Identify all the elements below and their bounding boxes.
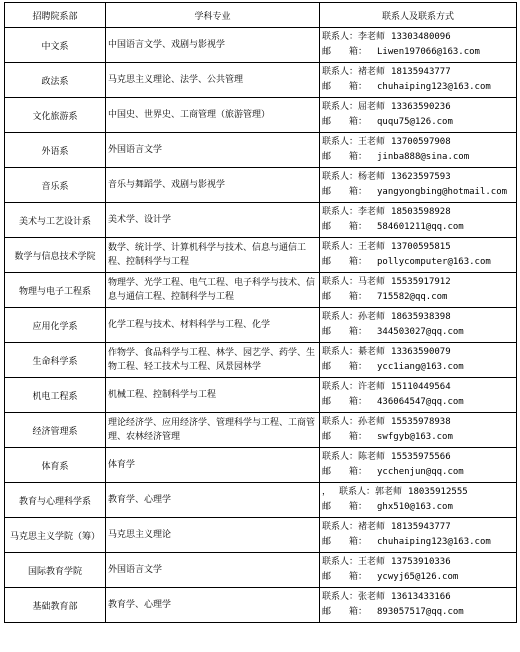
contact-person-name: 王老师 — [358, 557, 386, 567]
contact-email[interactable]: ycwyj65@126.com — [377, 572, 459, 582]
contact-person-line — [322, 65, 514, 80]
table-row — [5, 273, 517, 308]
contact-cell — [320, 203, 517, 238]
contact-label: 联系人： — [322, 452, 359, 462]
contact-phone: 13363590079 — [391, 347, 451, 357]
table-row — [5, 378, 517, 413]
contact-cell — [320, 588, 517, 623]
header-contact: 联系人及联系方式 — [320, 3, 517, 28]
department-cell: 马克思主义学院（筹） — [5, 518, 106, 553]
department-cell: 中文系 — [5, 28, 106, 63]
email-label: 邮 箱： — [322, 222, 368, 232]
contact-email-line — [322, 570, 514, 585]
contact-email-line — [322, 535, 514, 550]
contact-person-line — [322, 135, 514, 150]
major-cell: 马克思主义理论 — [106, 518, 320, 553]
contact-phone: 15110449564 — [391, 382, 451, 392]
table-row — [5, 133, 517, 168]
contact-label: 联系人： — [322, 32, 359, 42]
header-major: 学科专业 — [106, 3, 320, 28]
email-label: 邮 箱： — [322, 362, 368, 372]
contact-email[interactable]: chuhaiping123@163.com — [377, 82, 491, 92]
department-cell: 数学与信息技术学院 — [5, 238, 106, 273]
contact-email-line — [322, 220, 514, 235]
major-cell: 体育学 — [106, 448, 320, 483]
contact-email[interactable]: ghx510@163.com — [377, 502, 453, 512]
contact-email[interactable]: ququ75@126.com — [377, 117, 453, 127]
table-row — [5, 518, 517, 553]
contact-email[interactable]: 436064547@qq.com — [377, 397, 464, 407]
contact-email-line — [322, 115, 514, 130]
contact-email-line — [322, 150, 514, 165]
contact-person-line — [322, 450, 514, 465]
contact-cell — [320, 518, 517, 553]
header-department: 招聘院系部 — [5, 3, 106, 28]
table-body — [5, 28, 517, 623]
contact-cell — [320, 483, 517, 518]
contact-phone: 13303480096 — [391, 32, 451, 42]
major-cell: 马克思主义理论、法学、公共管理 — [106, 63, 320, 98]
contact-label: 联系人： — [322, 417, 359, 427]
department-cell: 音乐系 — [5, 168, 106, 203]
contact-email[interactable]: 344503027@qq.com — [377, 327, 464, 337]
contact-cell — [320, 168, 517, 203]
contact-email-line — [322, 290, 514, 305]
contact-phone: 18503598928 — [391, 207, 451, 217]
department-cell: 国际教育学院 — [5, 553, 106, 588]
table-row — [5, 588, 517, 623]
contact-person-name: 屈老师 — [358, 102, 386, 112]
contact-cell — [320, 133, 517, 168]
department-cell: 政法系 — [5, 63, 106, 98]
major-cell: 中国语言文学、戏剧与影视学 — [106, 28, 320, 63]
contact-phone: 18135943777 — [391, 522, 451, 532]
email-label: 邮 箱： — [322, 537, 368, 547]
major-cell: 中国史、世界史、工商管理（旅游管理） — [106, 98, 320, 133]
contact-phone: 13613433166 — [391, 592, 451, 602]
contact-cell — [320, 308, 517, 343]
contact-person-name: 王老师 — [358, 242, 386, 252]
department-cell: 体育系 — [5, 448, 106, 483]
contact-person-name: 綦老师 — [358, 347, 386, 357]
email-label: 邮 箱： — [322, 397, 368, 407]
table-row — [5, 203, 517, 238]
contact-cell — [320, 98, 517, 133]
contact-email[interactable]: ycc1iang@163.com — [377, 362, 464, 372]
contact-email-line — [322, 430, 514, 445]
contact-person-line — [322, 520, 514, 535]
contact-person-line — [322, 170, 514, 185]
contact-person-line — [322, 415, 514, 430]
contact-phone: 13623597593 — [391, 172, 451, 182]
contact-person-line — [322, 275, 514, 290]
leading-punctuation: ， — [322, 487, 332, 497]
department-cell: 生命科学系 — [5, 343, 106, 378]
email-label: 邮 箱： — [322, 432, 368, 442]
contact-label: 联系人： — [322, 137, 359, 147]
table-row — [5, 413, 517, 448]
contact-email-line — [322, 605, 514, 620]
contact-person-line — [322, 590, 514, 605]
contact-person-line — [322, 345, 514, 360]
contact-person-line — [322, 310, 514, 325]
email-label: 邮 箱： — [322, 117, 368, 127]
contact-person-name: 褚老师 — [358, 67, 386, 77]
contact-phone: 18035912555 — [408, 487, 468, 497]
contact-label: 联系人： — [322, 207, 359, 217]
contact-label: 联系人： — [322, 172, 359, 182]
email-label: 邮 箱： — [322, 152, 368, 162]
contact-cell — [320, 28, 517, 63]
recruitment-table — [4, 2, 517, 623]
email-label: 邮 箱： — [322, 292, 368, 302]
contact-cell — [320, 378, 517, 413]
contact-person-name: 陈老师 — [358, 452, 386, 462]
contact-phone: 15535978938 — [391, 417, 451, 427]
table-row — [5, 168, 517, 203]
major-cell: 作物学、食品科学与工程、林学、园艺学、药学、生物工程、轻工技术与工程、风景园林学 — [106, 343, 320, 378]
table-header-row — [5, 3, 517, 28]
email-label: 邮 箱： — [322, 467, 368, 477]
contact-email-line — [322, 255, 514, 270]
major-cell: 教育学、心理学 — [106, 588, 320, 623]
major-cell: 理论经济学、应用经济学、管理科学与工程、工商管理、农林经济管理 — [106, 413, 320, 448]
major-cell: 化学工程与技术、材料科学与工程、化学 — [106, 308, 320, 343]
major-cell: 物理学、光学工程、电气工程、电子科学与技术、信息与通信工程、控制科学与工程 — [106, 273, 320, 308]
contact-label: 联系人： — [322, 102, 359, 112]
contact-email[interactable]: Liwen197066@163.com — [377, 47, 480, 57]
contact-cell — [320, 553, 517, 588]
contact-email-line — [322, 185, 514, 200]
major-cell: 外国语言文学 — [106, 553, 320, 588]
table-row — [5, 98, 517, 133]
department-cell: 物理与电子工程系 — [5, 273, 106, 308]
department-cell: 美术与工艺设计系 — [5, 203, 106, 238]
email-label: 邮 箱： — [322, 572, 368, 582]
contact-email[interactable]: pollycomputer@163.com — [377, 257, 491, 267]
contact-email[interactable]: 715582@qq.com — [377, 292, 448, 302]
contact-email[interactable]: chuhaiping123@163.com — [377, 537, 491, 547]
major-cell: 美术学、设计学 — [106, 203, 320, 238]
contact-person-line — [322, 555, 514, 570]
major-cell: 外国语言文学 — [106, 133, 320, 168]
contact-person-line — [322, 380, 514, 395]
email-label: 邮 箱： — [322, 82, 368, 92]
contact-label: 联系人： — [322, 592, 359, 602]
contact-phone: 15535917912 — [391, 277, 451, 287]
contact-label: 联系人： — [339, 487, 376, 497]
contact-email[interactable]: swfgyb@163.com — [377, 432, 453, 442]
contact-cell — [320, 273, 517, 308]
contact-person-name: 孙老师 — [358, 417, 386, 427]
contact-person-name: 郭老师 — [375, 487, 403, 497]
contact-cell — [320, 413, 517, 448]
table-row — [5, 308, 517, 343]
department-cell: 文化旅游系 — [5, 98, 106, 133]
table-row — [5, 553, 517, 588]
contact-phone: 13363590236 — [391, 102, 451, 112]
contact-person-name: 许老师 — [358, 382, 386, 392]
department-cell: 机电工程系 — [5, 378, 106, 413]
contact-label: 联系人： — [322, 277, 359, 287]
contact-person-name: 褚老师 — [358, 522, 386, 532]
contact-email[interactable]: jinba888@sina.com — [377, 152, 470, 162]
contact-cell — [320, 238, 517, 273]
contact-person-name: 马老师 — [358, 277, 386, 287]
contact-email-line — [322, 80, 514, 95]
contact-person-name: 张老师 — [358, 592, 386, 602]
department-cell: 外语系 — [5, 133, 106, 168]
contact-person-line — [322, 205, 514, 220]
contact-phone: 13753910336 — [391, 557, 451, 567]
contact-person-name: 李老师 — [358, 32, 386, 42]
table-row — [5, 63, 517, 98]
contact-email[interactable]: 584601211@qq.com — [377, 222, 464, 232]
contact-email-line — [322, 360, 514, 375]
contact-email[interactable]: ycchenjun@qq.com — [377, 467, 464, 477]
contact-person-line — [322, 30, 514, 45]
table-row — [5, 483, 517, 518]
contact-email-line — [322, 465, 514, 480]
table-row — [5, 343, 517, 378]
contact-cell — [320, 63, 517, 98]
table-row — [5, 448, 517, 483]
contact-label: 联系人： — [322, 242, 359, 252]
department-cell: 基础教育部 — [5, 588, 106, 623]
contact-email[interactable]: 893057517@qq.com — [377, 607, 464, 617]
table-row — [5, 238, 517, 273]
contact-label: 联系人： — [322, 557, 359, 567]
email-label: 邮 箱： — [322, 47, 368, 57]
contact-email-line — [322, 500, 514, 515]
email-label: 邮 箱： — [322, 257, 368, 267]
contact-phone: 13700595815 — [391, 242, 451, 252]
major-cell: 教育学、心理学 — [106, 483, 320, 518]
contact-person-name: 李老师 — [358, 207, 386, 217]
contact-label: 联系人： — [322, 382, 359, 392]
contact-cell — [320, 343, 517, 378]
department-cell: 应用化学系 — [5, 308, 106, 343]
contact-phone: 13700597908 — [391, 137, 451, 147]
contact-email[interactable]: yangyongbing@hotmail.com — [377, 187, 508, 197]
contact-label: 联系人： — [322, 67, 359, 77]
contact-person-line — [322, 100, 514, 115]
major-cell: 机械工程、控制科学与工程 — [106, 378, 320, 413]
contact-phone: 18635938398 — [391, 312, 451, 322]
email-label: 邮 箱： — [322, 187, 368, 197]
contact-label: 联系人： — [322, 522, 359, 532]
contact-person-line — [322, 240, 514, 255]
department-cell: 教育与心理科学系 — [5, 483, 106, 518]
email-label: 邮 箱： — [322, 502, 368, 512]
contact-person-name: 孙老师 — [358, 312, 386, 322]
contact-cell — [320, 448, 517, 483]
contact-label: 联系人： — [322, 312, 359, 322]
contact-phone: 18135943777 — [391, 67, 451, 77]
contact-label: 联系人： — [322, 347, 359, 357]
contact-person-line — [322, 485, 514, 500]
major-cell: 音乐与舞蹈学、戏剧与影视学 — [106, 168, 320, 203]
contact-person-name: 王老师 — [358, 137, 386, 147]
email-label: 邮 箱： — [322, 327, 368, 337]
contact-phone: 15535975566 — [391, 452, 451, 462]
contact-person-name: 杨老师 — [358, 172, 386, 182]
major-cell: 数学、统计学、计算机科学与技术、信息与通信工程、控制科学与工程 — [106, 238, 320, 273]
table-row — [5, 28, 517, 63]
email-label: 邮 箱： — [322, 607, 368, 617]
department-cell: 经济管理系 — [5, 413, 106, 448]
contact-email-line — [322, 395, 514, 410]
contact-email-line — [322, 45, 514, 60]
contact-email-line — [322, 325, 514, 340]
